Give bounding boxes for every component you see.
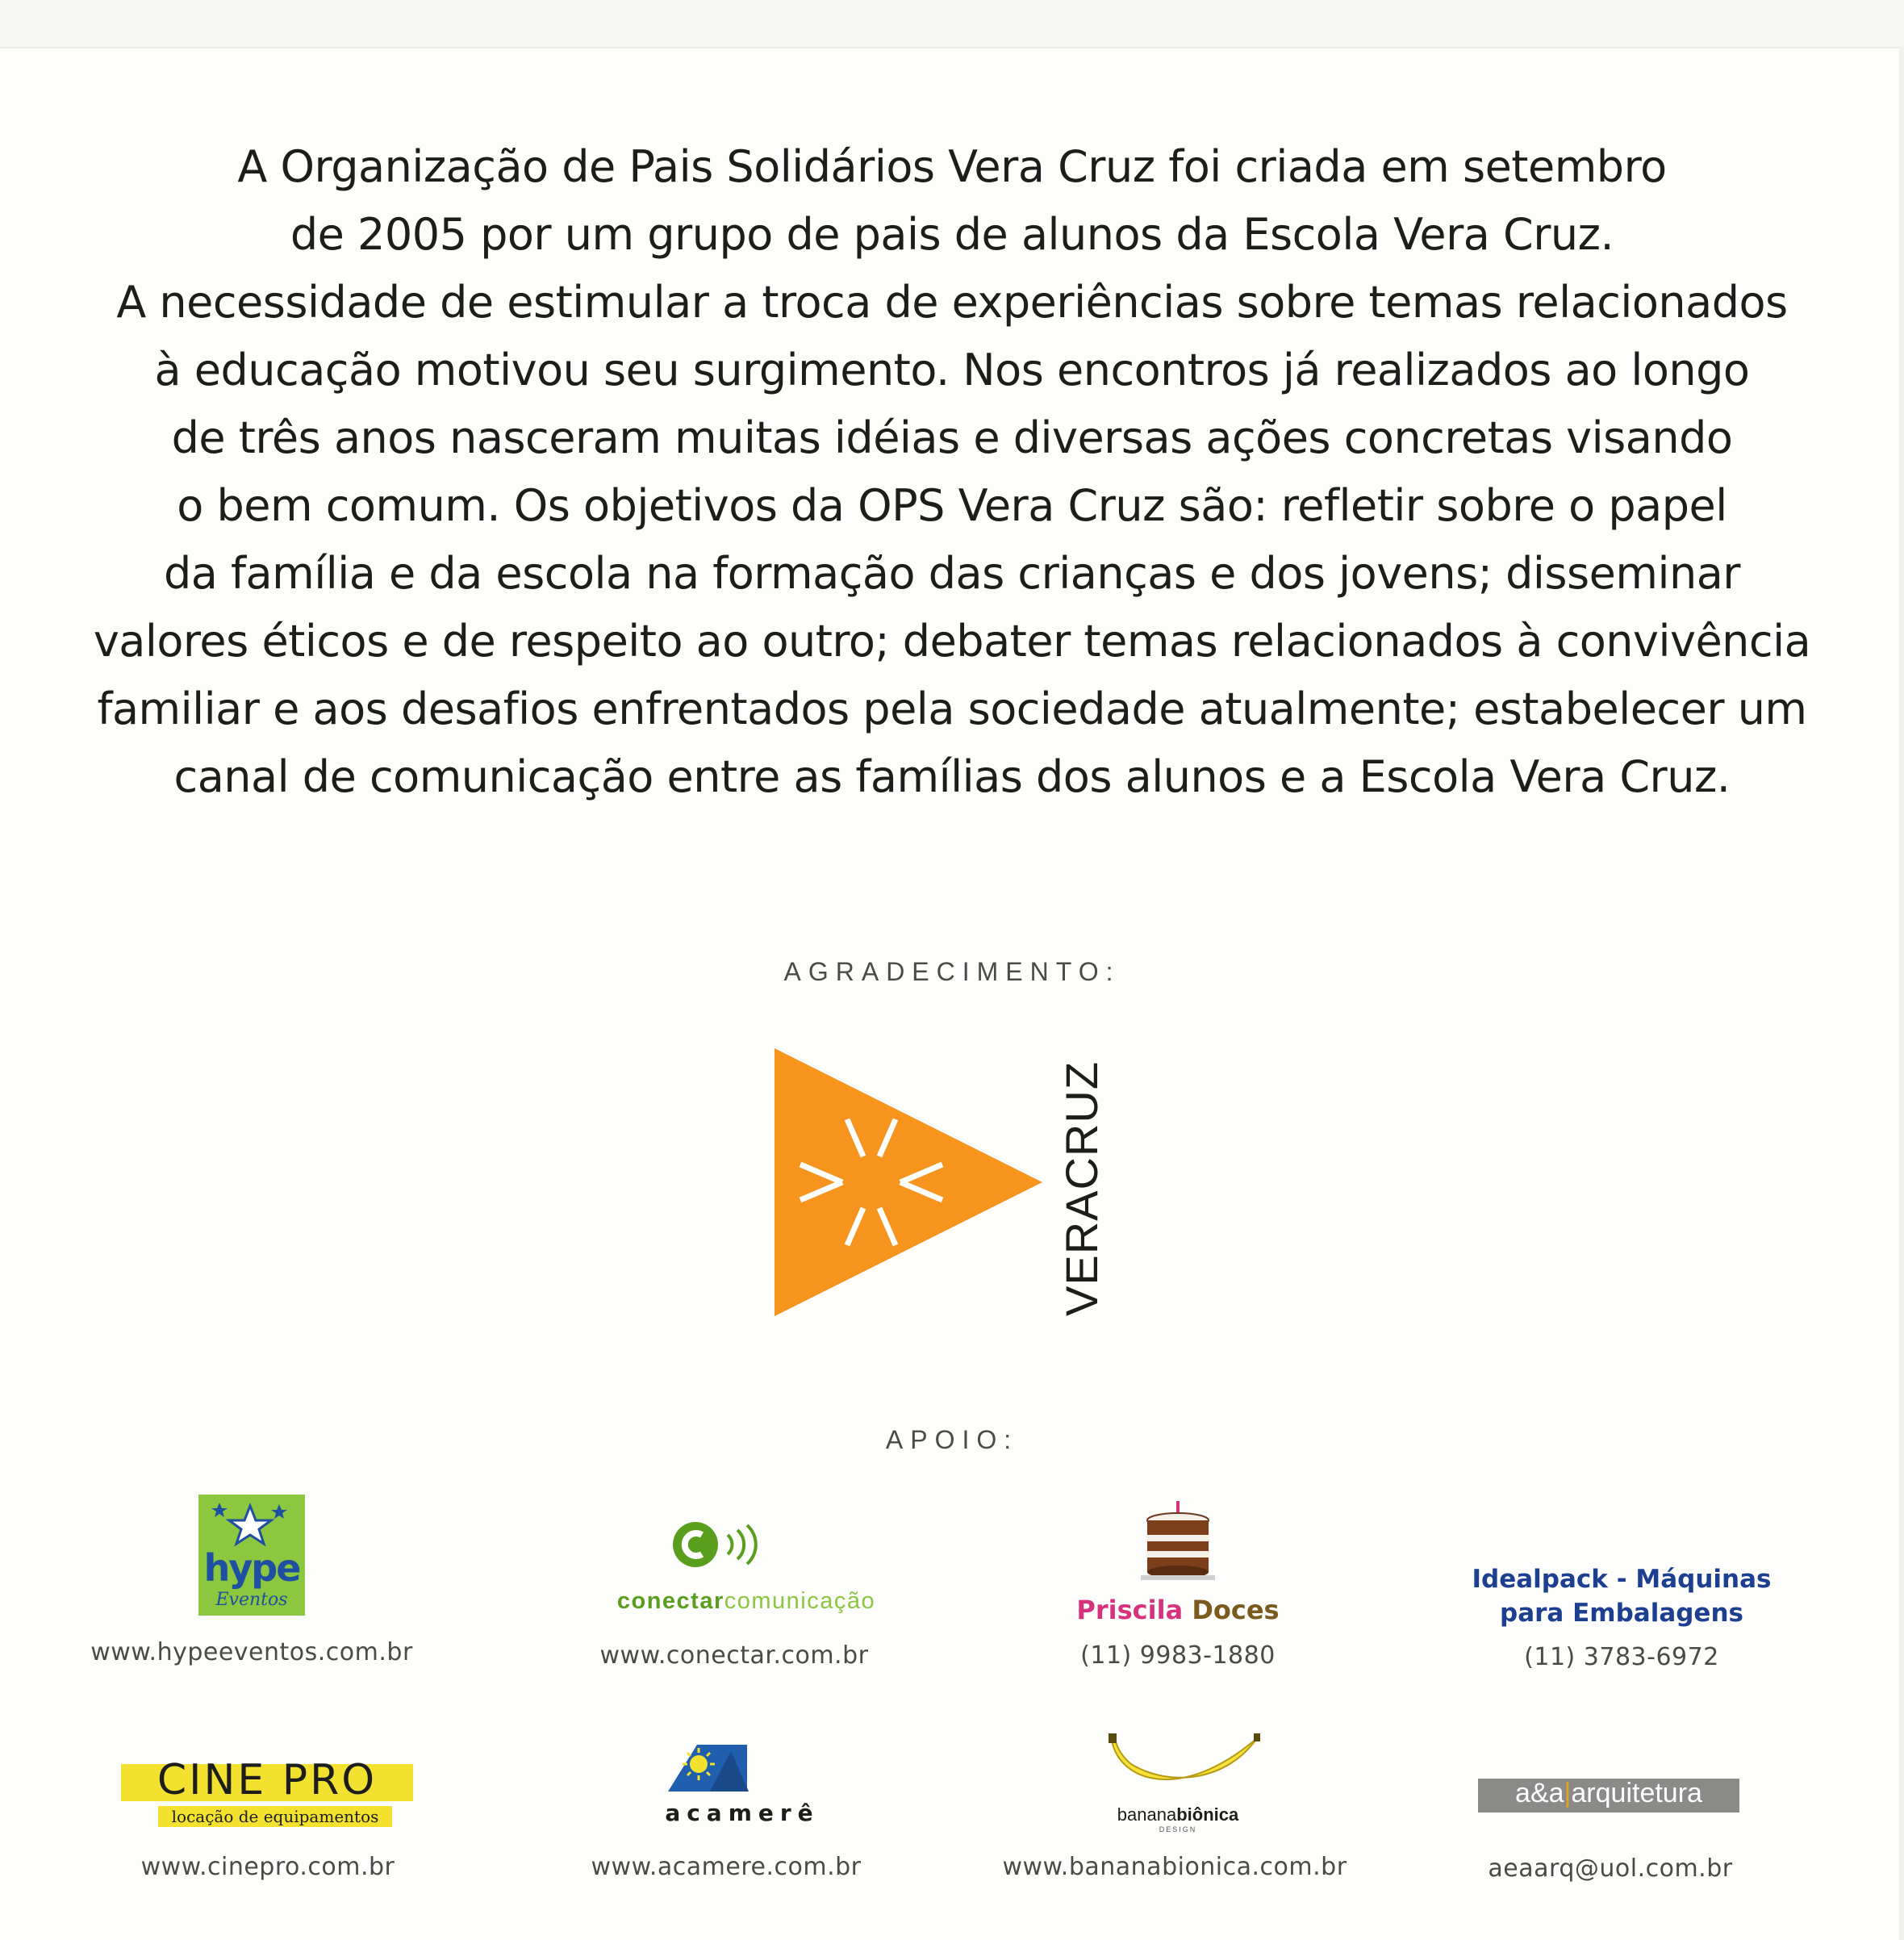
aea-wordmark: a&a|arquitetura [1515, 1778, 1702, 1808]
intro-line: de três anos nasceram muitas idéias e diversas ações concretas visando [171, 412, 1733, 463]
intro-paragraph [48, 133, 1856, 811]
intro-line: da família e da escola na formação das crianças e dos jovens; disseminar [163, 548, 1740, 599]
acamere-website: www.acamere.com.br [591, 1853, 862, 1881]
priscila-doces-wordmark: Priscila Doces [1076, 1595, 1280, 1625]
cake-icon [1136, 1499, 1220, 1582]
page-right-edge [1899, 47, 1904, 1940]
idealpack-wordmark: Idealpack - Máquinas para Embalagens [1472, 1565, 1772, 1628]
page-top-edge [0, 0, 1904, 48]
cinepro-website: www.cinepro.com.br [140, 1853, 395, 1881]
vera-cruz-triangle-icon [775, 1048, 1042, 1316]
hype-eventos-logo [198, 1495, 305, 1616]
conectar-signal-icon [670, 1517, 775, 1574]
conectar-wordmark: conectarcomunicação [616, 1588, 876, 1614]
idealpack-phone: (11) 3783-6972 [1524, 1643, 1719, 1671]
vera-cruz-logo [768, 1045, 1107, 1319]
aea-email: aeaarq@uol.com.br [1488, 1854, 1733, 1883]
acamere-wordmark: acamerê [665, 1800, 820, 1826]
hype-wordmark: hype [203, 1546, 300, 1590]
hype-subtitle: Eventos [215, 1590, 288, 1610]
intro-line: A necessidade de estimular a troca de experiências sobre temas relacionados [116, 277, 1788, 328]
intro-line: familiar e aos desafios enfrentados pela sociedade atualmente; estabelecer um [97, 684, 1807, 734]
intro-line: A Organização de Pais Solidários Vera Cruz foi criada em setembro [237, 141, 1667, 192]
intro-line: valores éticos e de respeito ao outro; debater temas relacionados à convivência [93, 616, 1811, 667]
intro-line: de 2005 por um grupo de pais de alunos da Escola Vera Cruz. [290, 209, 1614, 260]
priscila-phone: (11) 9983-1880 [1080, 1641, 1276, 1670]
intro-line: canal de comunicação entre as famílias dos alunos e a Escola Vera Cruz. [173, 751, 1731, 802]
acamere-sun-mountain-icon [666, 1743, 750, 1793]
banana-bionica-subtitle: DESIGN [1159, 1825, 1197, 1833]
cinepro-wordmark: CINE PRO [157, 1756, 378, 1804]
banana-website: www.bananabionica.com.br [1002, 1853, 1347, 1881]
intro-line: o bem comum. Os objetivos da OPS Vera Cruz são: refletir sobre o papel [177, 480, 1727, 531]
acknowledgement-heading: AGRADECIMENTO: [783, 957, 1121, 986]
vera-cruz-wordmark: VERACRUZ [1056, 1060, 1107, 1316]
intro-line: à educação motivou seu surgimento. Nos encontros já realizados ao longo [154, 345, 1750, 395]
stars-icon [210, 1501, 290, 1546]
banana-icon [1107, 1732, 1265, 1801]
banana-bionica-wordmark: bananabiônica [1117, 1804, 1239, 1825]
conectar-website: www.conectar.com.br [599, 1641, 869, 1670]
hype-website: www.hypeeventos.com.br [90, 1638, 413, 1666]
cinepro-subtitle: locação de equipamentos [158, 1806, 392, 1827]
support-heading: APOIO: [885, 1425, 1019, 1454]
